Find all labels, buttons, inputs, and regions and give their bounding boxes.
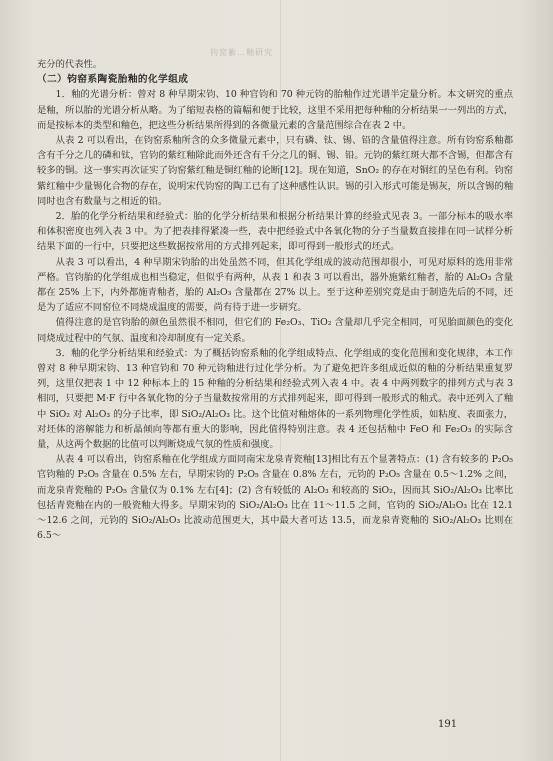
bleed-through-header: 钧窑紫…釉研究: [210, 48, 273, 57]
section-title: （二）钧窑系陶瓷胎釉的化学组成: [37, 74, 189, 86]
body-text: [37, 57, 513, 544]
paragraph-trace-elements: 从表 2 可以看出，在钧窑系釉所含的众多微量元素中，只有磷、钛、锡、铅的含量值得注意。所有钧窑系釉都含有千分之几的磷和钛，官钧的紫红釉除此而外还含有千分之几的铜、锡、铅。元钧的紫红斑大都不含锡，但都含有较多的铜。这一事实再次证实了钧窑紫红釉是铜红釉的论断[12]。现在知道，SnO₂ 的存在对铜红的呈色有利。钧窑紫红釉中少量锡化合物的存在，说明宋代钧窑的陶工已有了这种感性认识。锡的引入形式可能是锡灰，所以含锡的釉同时也含有数量与之相近的铅。: [37, 135, 513, 207]
page-number: 191: [438, 719, 458, 730]
paragraph-body-color: 值得注意的是官钧胎的颜色虽然很不相同，但它们的 Fe₂O₃、TiO₂ 含量却几乎完全相同，可见胎面颜色的变化同烧成过程中的气氛、温度和冷却制度有一定关系。: [37, 317, 513, 344]
paragraph-glaze-chemistry: 3．釉的化学分析结果和经验式：为了概括钧窑系釉的化学组成特点、化学组成的变化范围和变化规律，本工作曾对 8 种早期宋钧、13 种官钧和 70 种元钧釉进行过化学分析。为了避免把许多组成近似的釉的分析结果重复罗列，这里仅把表 1 中 12 种标本上的 15 种釉的分析结果和经验式列入表 4 中。表 4 中两列数字的排列方式与表 3 相同，只要把 M·F 行中各氧化物的分子当量数按常用的方式排列起来，即可得到一般形式的釉式。表中还列入了釉中 SiO₂ 对 Al₂O₃ 的分子比率，即 SiO₂/Al₂O₃ 比。这个比值对釉熔体的一系列物理化学性质，如粘度、表面张力，对坯体的溶解能力和析晶倾向等都有重大的影响，因此值得特别注意。表 4 还包括釉中 FeO 和 Fe₂O₃ 的实际含量，从这两个数据的比值可以判断烧成气氛的性质和强度。: [37, 347, 513, 451]
paragraph-table4-features: 从表 4 可以看出，钧窑系釉在化学组成方面同南宋龙泉青瓷釉[13]相比有五个显著特点：(1) 含有较多的 P₂O₅ 官钧釉的 P₂O₅ 含量在 0.5% 左右，早期宋钧的 P₂O₅ 含量在 0.8% 左右，元钧的 P₂O₅ 含量在 0.5～1.2% 之间，而龙泉青瓷釉的 P₂O₅ 含量仅为 0.1% 左右[4]；(2) 含有较低的 Al₂O₃ 和较高的 SiO₂，因而其 SiO₂/Al₂O₃ 比率比包括青瓷釉在内的一般瓷釉大得多。早期宋钧的 SiO₂/Al₂O₃ 比在 11～11.5 之间，官钧的 SiO₂/Al₂O₃ 比在 12.1～12.6 之间，元钧的 SiO₂/Al₂O₃ 比波动范围更大，其中最大者可达 13.5，而龙泉青瓷釉的 SiO₂/Al₂O₃ 比则在 6.5～: [37, 454, 513, 542]
paragraph-spectral-analysis: 1．釉的光谱分析：曾对 8 种早期宋钧、10 种官钧和 70 种元钧的胎釉作过光谱半定量分析。本文研究的重点是釉，所以胎的光谱分析从略。为了缩短表格的篇幅和便于比较，这里不采用把每种釉的分析结果一一列出的方式，而是按标本的类型和釉色，把这些分析结果所得到的各微量元素的含量范围综合在表 2 中。: [37, 89, 513, 131]
paragraph-body-chemistry: 2．胎的化学分析结果和经验式：胎的化学分析结果和根据分析结果计算的经验式见表 3。一部分标本的吸水率和体积密度也列入表 3 中。为了把表排得紧凑一些，表中把经验式中各氧化物的分子当量数直接排在同一试样分析结果下面的一行中，只要把这些数据按常用的方式排列起来，即可得到一般形式的坯式。: [37, 211, 513, 253]
intro-line: 充分的代表性。: [37, 59, 103, 70]
paragraph-table3-observations: 从表 3 可以看出，4 种早期宋钧胎的出处虽然不同，但其化学组成的波动范围却很小，可见对原料的选用非常严格。官钧胎的化学组成也相当稳定，但似乎有两种，从表 1 和表 3 可以看出，器外施紫红釉者，胎的 Al₂O₃ 含量都在 25% 上下，内外都施青釉者，胎的 Al₂O₃ 含量都在 27% 以上。至于这种差别究竟是由于制造先后的不同，还是为了适应不同窑位不同烧成温度的需要，尚有待于进一步研究。: [37, 256, 513, 314]
